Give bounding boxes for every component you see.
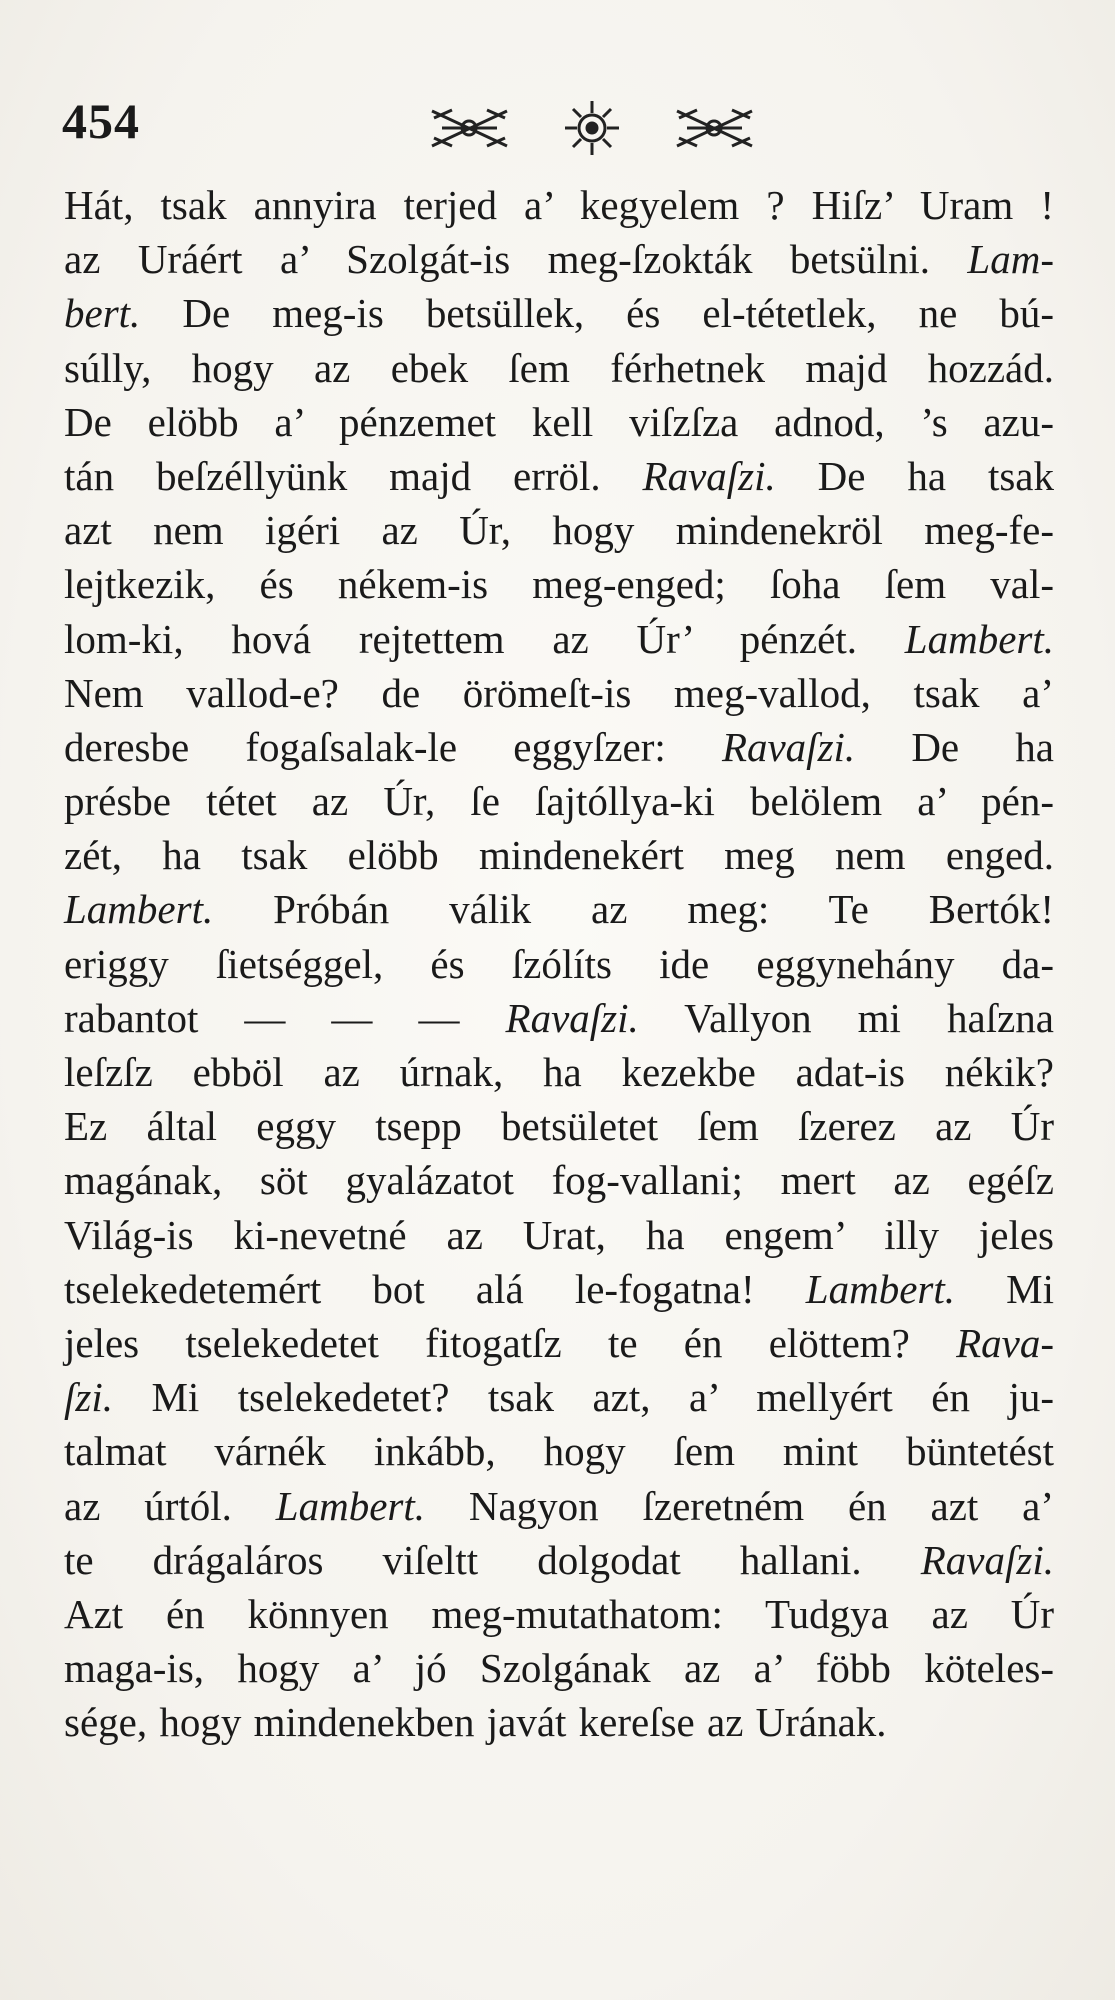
text-line: súlly, hogy az ebek ſem férhetnek majd hozzád.	[64, 344, 1054, 391]
page-header	[62, 92, 1062, 162]
text-line: Hát, tsak annyira terjed a’ kegyelem ? Hiſz’ Uram !	[64, 182, 1054, 228]
text-line: De elöbb a’ pénzemet kell viſzſza adnod, ’s azu-	[64, 398, 1054, 445]
speaker-name: bert.	[64, 290, 141, 337]
text-line: magának, söt gyalázatot fog-vallani; mert az egéſz	[64, 1157, 1054, 1204]
text-line: ſzi. Mi tselekedetet? tsak azt, a’ mellyért én ju-	[64, 1374, 1054, 1421]
text-line: lejtkezik, és nékem-is meg-enged; ſoha ſem val-	[64, 561, 1054, 608]
text-line: azt nem igéri az Úr, hogy mindenekröl meg-fe-	[64, 507, 1054, 554]
text-line: Azt én könnyen meg-mutathatom: Tudgya az Úr	[64, 1590, 1054, 1637]
speaker-name: Rava-	[956, 1319, 1054, 1366]
page-body-text	[64, 178, 1054, 1749]
text-line: sége, hogy mindenekben javát kereſse az Urának.	[64, 1699, 887, 1746]
text-line: az Uráért a’ Szolgát-is meg-ſzokták betsülni. Lam-	[64, 236, 1054, 283]
speaker-name: Lambert.	[64, 886, 214, 933]
text-line: Lambert. Próbán válik az meg: Te Bertók!	[64, 886, 1054, 933]
text-line: az úrtól. Lambert. Nagyon ſzeretném én azt a’	[64, 1482, 1054, 1529]
text-line: tán beſzéllyünk majd erröl. Ravaſzi. De ha tsak	[64, 452, 1054, 499]
text-line: lom-ki, hová rejtettem az Úr’ pénzét. Lambert.	[64, 615, 1054, 662]
text-line: rabantot — — — Ravaſzi. Vallyon mi haſzna	[64, 994, 1054, 1041]
text-line: tselekedetemért bot alá le-fogatna! Lambert. Mi	[64, 1265, 1054, 1312]
text-line: leſzſz ebböl az úrnak, ha kezekbe adat-is nékik?	[64, 1049, 1054, 1095]
text-line: eriggy ſietséggel, és ſzólíts ide eggynehány da-	[64, 940, 1054, 987]
page-number: 454	[62, 93, 140, 149]
text-line: présbe tétet az Úr, ſe ſajtóllya-ki belölem a’ pén-	[64, 778, 1054, 825]
text-line: Nem vallod-e? de örömeſt-is meg-vallod, tsak a’	[64, 669, 1054, 716]
speaker-name: Ravaſzi.	[505, 994, 639, 1041]
speaker-name: Lambert.	[805, 1265, 956, 1312]
floral-ornament-icon	[412, 96, 772, 156]
speaker-name: Lam-	[967, 236, 1054, 283]
text-line: deresbe fogaſsalak-le eggyſzer: Ravaſzi. De ha	[64, 723, 1054, 770]
speaker-name: ſzi.	[64, 1374, 113, 1421]
text-line: Ez által eggy tsepp betsületet ſem ſzerez az Úr	[64, 1103, 1054, 1150]
text-line: talmat várnék inkább, hogy ſem mint büntetést	[64, 1428, 1054, 1475]
text-line: bert. De meg-is betsüllek, és el-tétetlek, ne bú-	[64, 290, 1054, 337]
speaker-name: Ravaſzi.	[920, 1536, 1054, 1583]
speaker-name: Ravaſzi.	[642, 452, 776, 499]
text-line: te drágaláros viſeltt dolgodat hallani. Ravaſzi.	[64, 1536, 1054, 1583]
text-line: zét, ha tsak elöbb mindenekért meg nem enged.	[64, 832, 1054, 879]
speaker-name: Lambert.	[275, 1482, 425, 1529]
text-line: Világ-is ki-nevetné az Urat, ha engem’ illy jeles	[64, 1211, 1054, 1258]
text-line: jeles tselekedetet fitogatſz te én elöttem? Rava-	[64, 1319, 1054, 1366]
speaker-name: Ravaſzi.	[721, 723, 856, 770]
speaker-name: Lambert.	[904, 615, 1054, 662]
text-line: maga-is, hogy a’ jó Szolgának az a’ föbb köteles-	[64, 1645, 1054, 1692]
